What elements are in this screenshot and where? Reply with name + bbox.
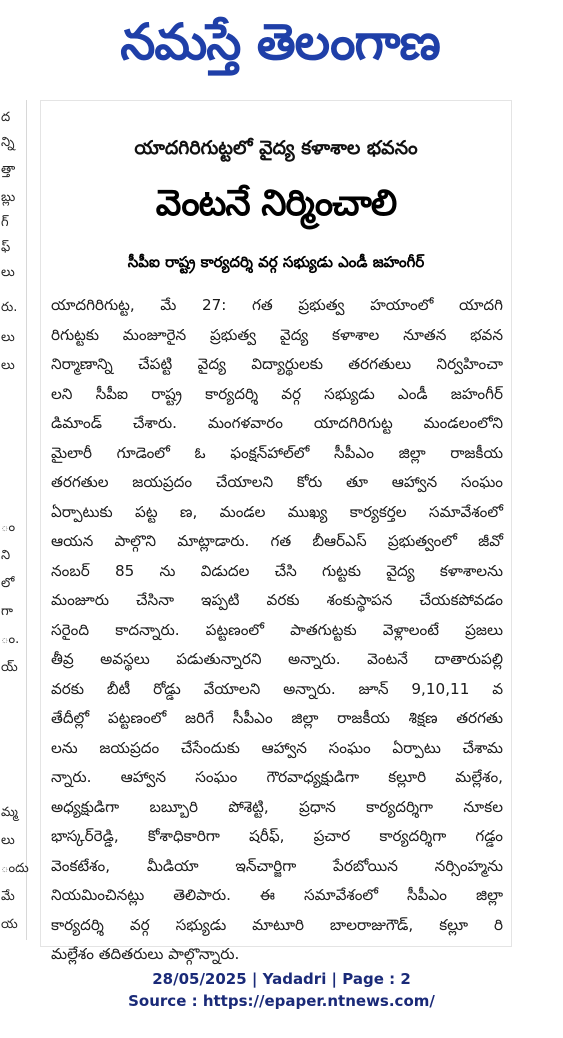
article-body-line: భాస్కర్‌రెడ్డి, కోశాధికారిగా షరీఫ్, ప్రచార కార్యదర్శిగా గడ్డం bbox=[51, 827, 503, 845]
adjacent-column-fragment: త్తా bbox=[1, 162, 16, 177]
adjacent-column-fragment: లు bbox=[1, 833, 15, 848]
adjacent-column-fragments bbox=[0, 100, 27, 940]
adjacent-column-fragment: లు bbox=[1, 265, 15, 280]
article-body-line: తరగతుల జయప్రదం చేయాలని కోరు తూ ఆహ్వాన సంఘం bbox=[51, 473, 503, 491]
adjacent-column-fragment: మ్మ bbox=[1, 805, 18, 820]
article-body-line: మల్లేశం తదితరులు పాల్గొన్నారు. bbox=[51, 945, 240, 963]
adjacent-column-fragment: లు bbox=[1, 358, 15, 373]
clipping-footer bbox=[0, 968, 563, 1012]
article-body-line: లను జయప్రదం చేసేందుకు ఆహ్వాన సంఘం ఏర్పాటు చేశామ bbox=[51, 738, 503, 757]
adjacent-column-fragment: ం bbox=[1, 520, 16, 535]
adjacent-column-fragment: లు bbox=[1, 330, 15, 345]
article-body-line: నిర్మాణాన్ని చేపట్టి వైద్య విద్యార్థులకు తరగతులు నిర్వహించా bbox=[51, 355, 503, 373]
article-body-line: డిమాండ్ చేశారు. మంగళవారం యాదగిరిగుట్ట మండలంలోని bbox=[51, 414, 503, 432]
article-body-line: రిగుట్టకు మంజూరైన ప్రభుత్వ వైద్య కళాశాల నూతన భవన bbox=[51, 325, 503, 344]
source-link[interactable]: https://epaper.ntnews.com/ bbox=[202, 992, 435, 1010]
article-headline: వెంటనే నిర్మించాలి bbox=[155, 183, 397, 224]
article-body-line: ఏర్పాటుకు పట్ట ణ, మండల ముఖ్య కార్యకర్తల సమావేశంలో bbox=[51, 502, 503, 521]
article-body-line: తేదీల్లో పట్టణంలో జరిగే సీపీఎం జిల్లా రాజకీయ శిక్షణ తరగతు bbox=[51, 709, 503, 727]
article-body-line: సరైంది కాదన్నారు. పట్టణంలో పాతగుట్టకు వెళ్లాలంటే ప్రజలు bbox=[51, 620, 503, 639]
article-body-line: మంజూరు చేసినా ఇప్పటి వరకు శంకుస్థాపన చేయకపోవడం bbox=[51, 591, 503, 609]
news-article bbox=[40, 100, 512, 963]
article-body-line: కార్యదర్శి వర్గ సభ్యుడు మాటూరి బాలరాజుగౌడ్, కల్లూ రి bbox=[51, 915, 503, 934]
article-body-line: వరకు బీటీ రోడ్డు వేయాలని అన్నారు. జూన్ 9,10,11 వ bbox=[51, 679, 503, 698]
adjacent-column-fragment: న్ని bbox=[1, 135, 15, 150]
adjacent-column-fragment: లో bbox=[1, 576, 15, 591]
adjacent-column-fragment: గా bbox=[1, 604, 13, 619]
article-body-line: లని సీపీఐ రాష్ట్ర కార్యదర్శి వర్గ సభ్యుడు ఎండీ జహంగీర్ bbox=[51, 384, 503, 403]
adjacent-column-fragment: మే bbox=[1, 889, 15, 904]
adjacent-column-fragment: గ్ bbox=[1, 215, 9, 230]
article-kicker: యాదగిరిగుట్టలో వైద్య కళాశాల భవనం bbox=[134, 137, 418, 159]
article-body-line: మైలారీ గూడెంలో ఓ ఫంక్షన్‌హాల్‌లో సీపీఎం జిల్లా రాజకీయ bbox=[51, 443, 503, 462]
article-body-line: యాదగిరిగుట్ట, మే 27: గత ప్రభుత్వ హయాంలో యాదగి bbox=[51, 296, 503, 314]
adjacent-column-fragment: బ్లు bbox=[1, 190, 16, 205]
article-body-line: నియమించినట్లు తెలిపారు. ఈ సమావేశంలో సీపీఎం జిల్లా bbox=[51, 886, 503, 904]
source-line bbox=[0, 990, 563, 1012]
adjacent-column-fragment: య bbox=[1, 917, 18, 932]
article-body-line: వెంకటేశం, మీడియా ఇన్‌చార్జిగా పేరబోయిన నర్సింహ్మను bbox=[51, 856, 503, 875]
article-body-line: తీవ్ర అవస్థలు పడుతున్నారని అన్నారు. వెంటనే దాతారుపల్లి bbox=[51, 650, 503, 668]
article-body-line: నంబర్ 85 ను విడుదల చేసి గుట్టకు వైద్య కళాశాలను bbox=[51, 561, 503, 580]
adjacent-column-fragment: రు. bbox=[1, 300, 18, 315]
article-body-line: న్నారు. ఆహ్వాన సంఘం గౌరవాధ్యక్షుడిగా కల్లూరి మల్లేశం, bbox=[51, 768, 503, 786]
adjacent-column-fragment: ందు bbox=[1, 861, 29, 876]
article-body-line: అధ్యక్షుడిగా బబ్బూరి పోశెట్టి, ప్రధాన కార్యదర్శిగా నూకల bbox=[51, 797, 503, 816]
source-label: Source : bbox=[128, 992, 203, 1010]
adjacent-column-fragment: య్ bbox=[1, 660, 18, 675]
newspaper-masthead: నమస్తే తెలంగాణ bbox=[120, 13, 440, 71]
adjacent-column-fragment: ఫ్ bbox=[1, 240, 11, 255]
adjacent-column-fragment: ద bbox=[1, 110, 11, 125]
adjacent-column-fragment: ని bbox=[1, 548, 11, 563]
article-body-line: ఆయన పాల్గొని మాట్లాడారు. గత బీఆర్‌ఎస్ ప్రభుత్వంలో జీవో bbox=[51, 532, 503, 550]
article-body bbox=[51, 291, 503, 963]
edition-info: 28/05/2025 | Yadadri | Page : 2 bbox=[152, 970, 411, 988]
adjacent-column-fragment: ం. bbox=[1, 632, 20, 647]
article-subhead: సీపీఐ రాష్ట్ర కార్యదర్శి వర్గ సభ్యుడు ఎండీ జహంగీర్ bbox=[127, 253, 425, 271]
